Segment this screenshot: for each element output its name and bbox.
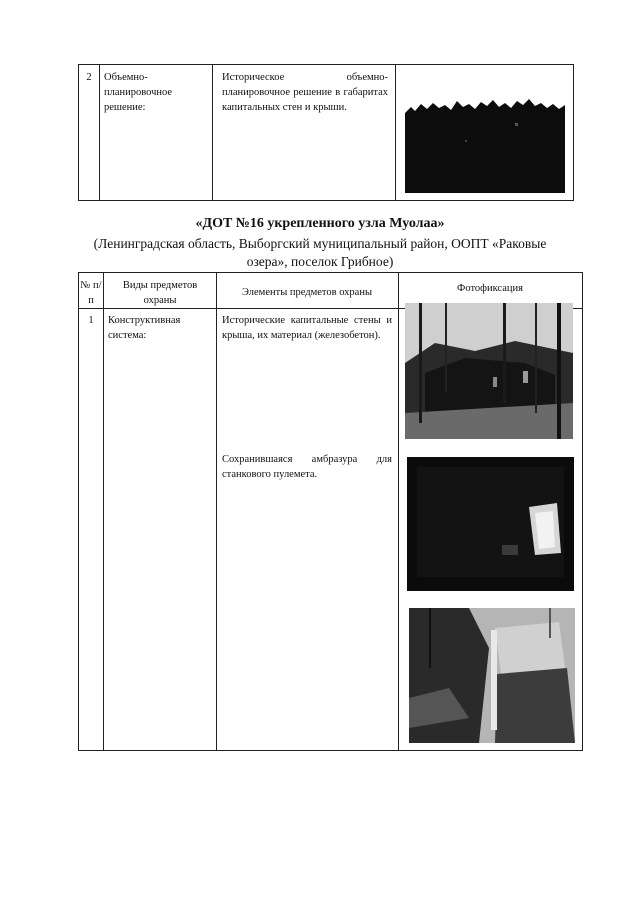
- row-number: 2: [86, 72, 92, 83]
- main-table-left-border: [78, 272, 79, 751]
- protection-element: Историческое объемно-планировочное решение в габаритах капитальных стен и крыши.: [222, 72, 388, 113]
- main-table-bottom-border: [78, 750, 583, 751]
- header-types: Виды предметов охраны: [122, 280, 198, 306]
- main-table-top-border: [78, 272, 583, 273]
- protection-element-embrasure: Сохранившаяся амбразура для станкового пулемета.: [222, 454, 392, 480]
- protection-type: Объемно-планировочное решение:: [104, 72, 173, 113]
- object-location: (Ленинградская область, Выборгский муниципальный район, ООПТ «Раковые озера», поселок Грибное): [93, 236, 547, 269]
- top-table-right-border: [573, 64, 574, 201]
- bunker-entrance-photo: [409, 608, 575, 743]
- row-number: 1: [88, 315, 94, 326]
- top-table-bottom-border: [78, 200, 574, 201]
- main-table-divider-3: [398, 272, 399, 751]
- top-table-divider-1: [99, 64, 100, 201]
- header-elements: Элементы предметов охраны: [241, 287, 373, 298]
- protection-type: Конструктивная система:: [108, 315, 181, 341]
- top-table-divider-3: [395, 64, 396, 201]
- main-table-divider-2: [216, 272, 217, 751]
- top-table-left-border: [78, 64, 79, 201]
- top-table-top-border: [78, 64, 574, 65]
- object-title: «ДОТ №16 укрепленного узла Муолаа»: [195, 216, 445, 231]
- header-number: № п/п: [80, 280, 102, 306]
- main-table-divider-1: [103, 272, 104, 751]
- main-table-right-border: [582, 272, 583, 751]
- top-table-divider-2: [212, 64, 213, 201]
- bunker-forest-photo: [405, 303, 573, 439]
- embrasure-photo: [407, 457, 574, 591]
- protection-element-walls: Исторические капитальные стены и крыша, их материал (железобетон).: [222, 315, 392, 341]
- forest-silhouette-photo: [405, 95, 565, 193]
- header-photo: Фотофиксация: [457, 283, 523, 294]
